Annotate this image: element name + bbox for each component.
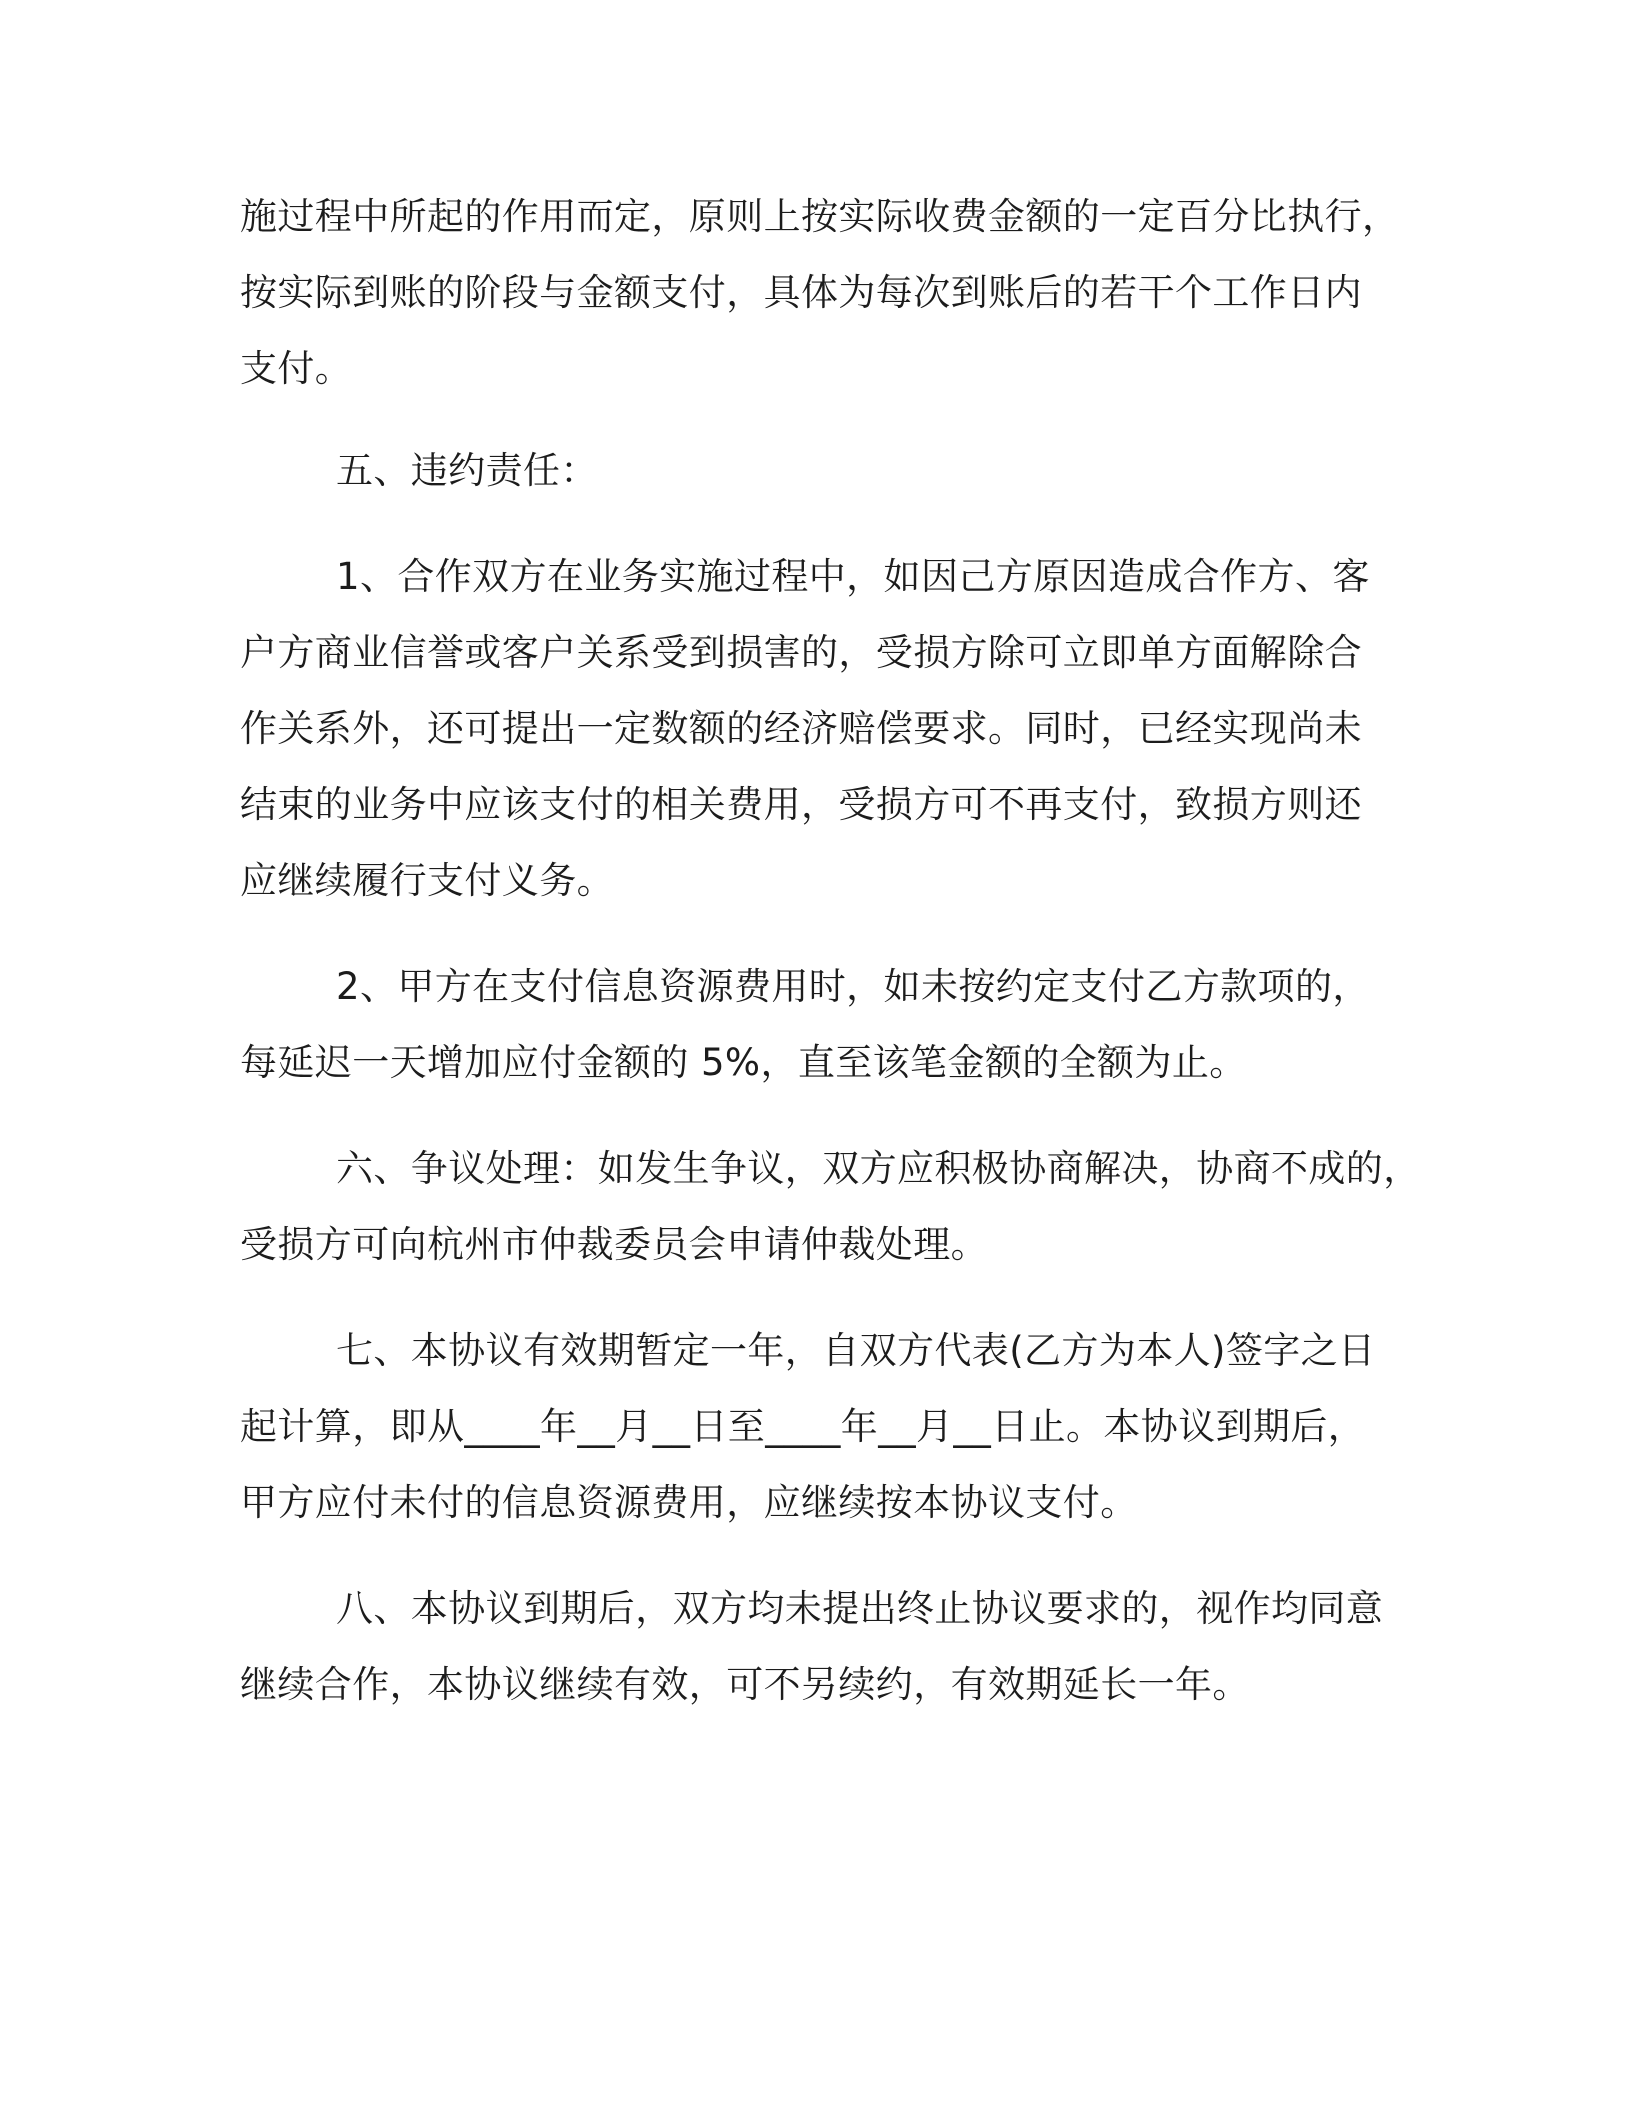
section-5-heading: 五、违约责任： [336,449,598,492]
clause-5-1-line-2: 户方商业信誉或客户关系受到损害的，受损方除可立即单方面解除合 [240,631,1362,674]
section-6-line-2: 受损方可向杭州市仲裁委员会申请仲裁处理。 [240,1223,988,1266]
paragraph-4-line-2: 按实际到账的阶段与金额支付，具体为每次到账后的若干个工作日内 [240,271,1362,314]
section-7-line-1: 七、本协议有效期暂定一年，自双方代表(乙方为本人)签字之日 [336,1329,1376,1372]
section-8-line-2: 继续合作，本协议继续有效，可不另续约，有效期延长一年。 [240,1663,1250,1706]
paragraph-4-line-3: 支付。 [240,347,353,390]
clause-5-2-line-1: 2、甲方在支付信息资源费用时，如未按约定支付乙方款项的， [336,965,1370,1008]
section-7-line-3: 甲方应付未付的信息资源费用，应继续按本协议支付。 [240,1481,1138,1524]
clause-5-1-line-1: 1、合作双方在业务实施过程中，如因己方原因造成合作方、客 [336,555,1370,598]
clause-5-2-line-2: 每延迟一天增加应付金额的 5%，直至该笔金额的全额为止。 [240,1041,1247,1084]
section-6-line-1: 六、争议处理：如发生争议，双方应积极协商解决，协商不成的， [336,1147,1421,1190]
section-8-line-1: 八、本协议到期后，双方均未提出终止协议要求的，视作均同意 [336,1587,1384,1630]
clause-5-1-line-3: 作关系外，还可提出一定数额的经济赔偿要求。同时，已经实现尚未 [240,707,1362,750]
clause-5-1-line-4: 结束的业务中应该支付的相关费用，受损方可不再支付，致损方则还 [240,783,1362,826]
clause-5-1-line-5: 应继续履行支付义务。 [240,859,614,902]
paragraph-4-line-1: 施过程中所起的作用而定，原则上按实际收费金额的一定百分比执行， [240,195,1400,238]
section-7-line-2: 起计算，即从____年__月__日至____年__月__日止。本协议到期后， [240,1405,1366,1448]
